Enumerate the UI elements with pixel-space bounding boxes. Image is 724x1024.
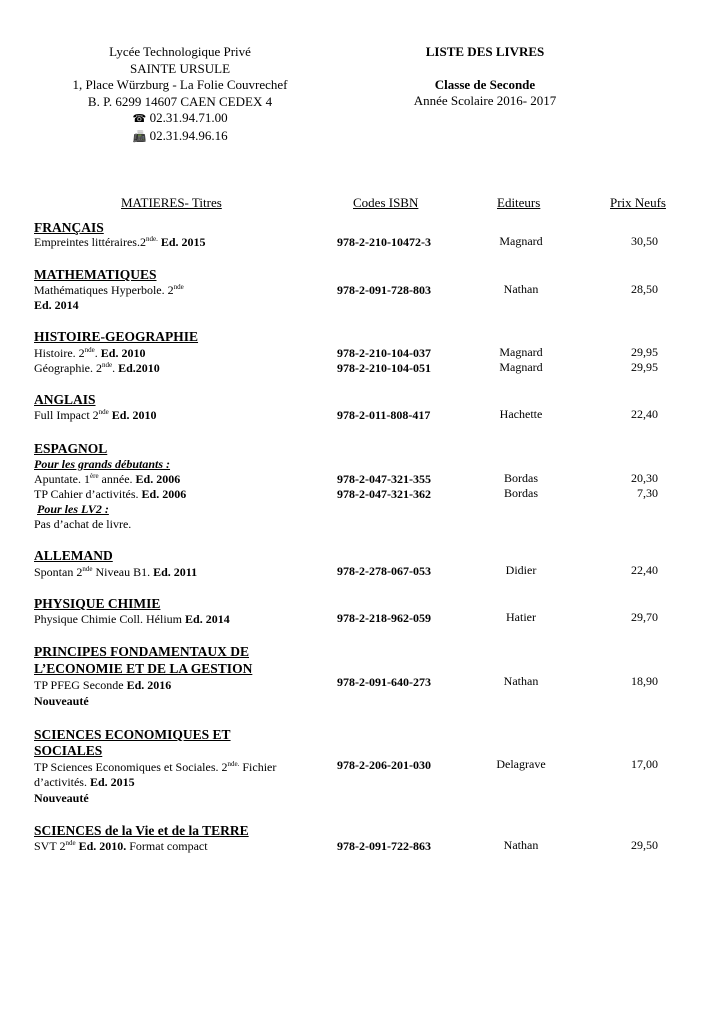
- column-header-isbn: Codes ISBN: [353, 195, 419, 210]
- subject-title-maths: MATHEMATIQUES: [34, 267, 157, 282]
- isbn-svt: 978-2-091-722-863: [337, 839, 431, 853]
- price-ses: 17,00: [631, 757, 658, 771]
- column-header-price: Prix Neufs: [610, 195, 666, 210]
- doc-title: LISTE DES LIVRES: [425, 44, 545, 59]
- class-label: Classe de Seconde: [434, 76, 536, 92]
- tag-nouveaute-ses: Nouveauté: [34, 791, 89, 805]
- book-svt: SVT 2nde Ed. 2010. Format compact: [34, 839, 208, 853]
- publisher-pfeg: Nathan: [503, 674, 539, 688]
- column-header-subjects: MATIERES- Titres: [121, 195, 222, 210]
- tag-nouveaute-pfeg: Nouveauté: [34, 694, 89, 708]
- espagnol-subheading-lv2: Pour les LV2 :: [37, 502, 109, 516]
- espagnol-subheading-beginners: Pour les grands débutants :: [34, 457, 171, 471]
- publisher-allemand: Didier: [505, 563, 537, 577]
- column-header-publisher: Editeurs: [497, 195, 541, 210]
- publisher-espagnol-apuntate: Bordas: [504, 471, 538, 485]
- price-francais: 30,50: [631, 234, 658, 248]
- isbn-maths: 978-2-091-728-803: [337, 283, 431, 297]
- book-espagnol-cahier: TP Cahier d’activités. Ed. 2006: [34, 487, 187, 501]
- price-histoire: 29,95: [631, 345, 658, 359]
- book-maths: Mathématiques Hyperbole. 2nde: [34, 283, 184, 297]
- price-geographie: 29,95: [631, 360, 658, 374]
- doc-header: [380, 44, 590, 110]
- isbn-pfeg: 978-2-091-640-273: [337, 675, 431, 689]
- subject-title-histgeo: HISTOIRE-GEOGRAPHIE: [34, 329, 199, 344]
- isbn-anglais: 978-2-011-808-417: [337, 408, 431, 422]
- publisher-francais: Magnard: [499, 234, 543, 248]
- subject-title-pfeg-line1: PRINCIPES FONDAMENTAUX DE: [34, 644, 250, 659]
- publisher-maths: Nathan: [503, 282, 539, 296]
- fax-icon: 📠: [132, 129, 147, 143]
- subject-title-svt: SCIENCES de la Vie et de la TERRE: [34, 823, 249, 838]
- book-ses-line2: d’activités. Ed. 2015: [34, 775, 135, 789]
- price-espagnol-cahier: 7,30: [637, 486, 658, 500]
- publisher-histoire: Magnard: [499, 345, 543, 359]
- price-maths: 28,50: [631, 282, 658, 296]
- school-name: Lycée Technologique Privé: [109, 44, 251, 59]
- price-svt: 29,50: [631, 838, 658, 852]
- book-francais: Empreintes $littéraires.2^{nde.}$ Ed. 2015: [34, 235, 206, 249]
- publisher-svt: Nathan: [503, 838, 539, 852]
- book-anglais: Full Impact 2nde Ed. 2010: [34, 408, 157, 422]
- isbn-ses: 978-2-206-201-030: [337, 758, 431, 772]
- espagnol-note: Pas d’achat de livre.: [34, 517, 132, 531]
- isbn-espagnol-apuntate: 978-2-047-321-355: [337, 472, 431, 486]
- school-year: Année Scolaire 2016- 2017: [413, 93, 557, 108]
- price-espagnol-apuntate: 20,30: [631, 471, 658, 485]
- school-phone: ☎ 02.31.94.71.00: [30, 110, 330, 128]
- isbn-geographie: 978-2-210-104-051: [337, 361, 431, 375]
- price-allemand: 22,40: [631, 563, 658, 577]
- publisher-ses: Delagrave: [496, 757, 546, 771]
- subject-title-anglais: ANGLAIS: [34, 392, 96, 407]
- book-physique: Physique Chimie Coll. Hélium Ed. 2014: [34, 612, 230, 626]
- subject-title-ses-line2: SOCIALES: [34, 743, 103, 758]
- subject-title-pfeg-line2: L’ECONOMIE ET DE LA GESTION: [34, 661, 253, 676]
- publisher-anglais: Hachette: [499, 407, 543, 421]
- book-pfeg: TP PFEG Seconde Ed. 2016: [34, 678, 172, 692]
- isbn-physique: 978-2-218-962-059: [337, 611, 431, 625]
- book-maths-edition: Ed. 2014: [34, 298, 79, 312]
- subject-title-francais: FRANÇAIS: [34, 220, 104, 235]
- publisher-physique: Hatier: [506, 610, 536, 624]
- subject-title-physique: PHYSIQUE CHIMIE: [34, 596, 161, 611]
- book-espagnol-apuntate: Apuntate. 1ère année. Ed. 2006: [34, 472, 181, 486]
- book-allemand: Spontan 2nde Niveau B1. Ed. 2011: [34, 565, 198, 579]
- subject-title-allemand: ALLEMAND: [34, 548, 113, 563]
- school-postal: B. P. 6299 14607 CAEN CEDEX 4: [87, 93, 273, 109]
- school-subname: SAINTE URSULE: [129, 60, 231, 76]
- school-fax: 📠 02.31.94.96.16: [30, 128, 330, 146]
- price-physique: 29,70: [631, 610, 658, 624]
- isbn-francais: 978-2-210-10472-3: [337, 235, 431, 249]
- school-header: [30, 44, 330, 145]
- book-ses: TP Sciences Economiques et Sociales. $2^{nde.}$ Fichier: [34, 760, 277, 774]
- telephone-icon: ☎: [132, 112, 147, 125]
- book-histoire: Histoire. 2nde. Ed. 2010: [34, 346, 146, 360]
- price-pfeg: 18,90: [631, 674, 658, 688]
- isbn-espagnol-cahier: 978-2-047-321-362: [337, 487, 431, 501]
- publisher-espagnol-cahier: Bordas: [504, 486, 538, 500]
- isbn-histoire: 978-2-210-104-037: [337, 346, 431, 360]
- subject-title-ses-line1: SCIENCES ECONOMIQUES ET: [34, 727, 231, 742]
- publisher-geographie: Magnard: [499, 360, 543, 374]
- book-geographie: Géographie. 2nde. Ed.2010: [34, 361, 160, 375]
- price-anglais: 22,40: [631, 407, 658, 421]
- isbn-allemand: 978-2-278-067-053: [337, 564, 431, 578]
- subject-title-espagnol: ESPAGNOL: [34, 441, 108, 456]
- school-address: 1, Place Würzburg - La Folie Couvrechef: [72, 77, 288, 92]
